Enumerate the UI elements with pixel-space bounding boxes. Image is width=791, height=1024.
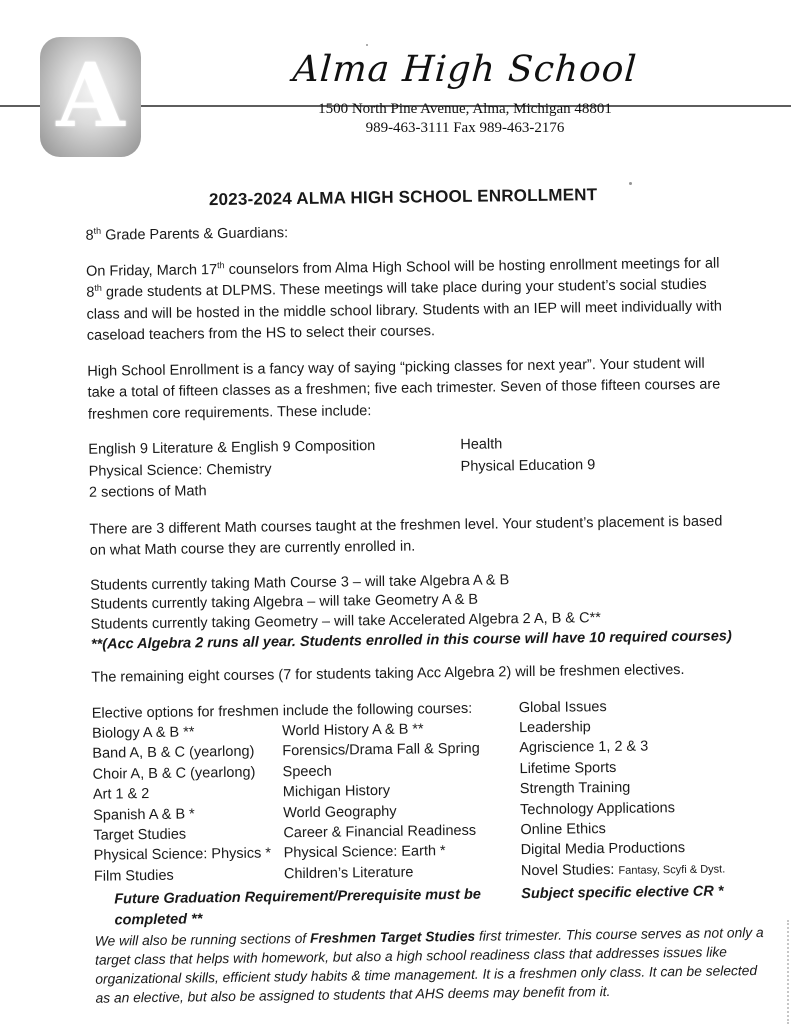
- target-studies-emphasis: Freshmen Target Studies: [309, 928, 476, 946]
- school-logo: [40, 37, 141, 157]
- math-placement-item: Students currently taking Math Course 3 – will take Algebra A & B: [90, 571, 510, 594]
- novel-studies-genres: Fantasy, Scyfi & Dyst.: [618, 863, 726, 877]
- electives-lead-in: Elective options for freshmen include the following courses:: [91, 700, 473, 722]
- footnote-prerequisite: Future Graduation Requirement/Prerequisite must be completed **: [114, 886, 481, 929]
- document-title: 2023-2024 ALMA HIGH SCHOOL ENROLLMENT: [208, 185, 598, 210]
- school-logo-letter: A: [56, 43, 125, 147]
- course-item: 2 sections of Math: [88, 483, 207, 501]
- letterhead: [0, 0, 791, 170]
- salutation-text: 8: [85, 227, 94, 244]
- date-ordinal: th: [216, 259, 225, 270]
- paragraph-target-studies: [95, 923, 768, 1008]
- salutation: [85, 217, 721, 247]
- paragraph-text: first trimester. This course serves as not only a target class that helps with homework, but also a high school readiness class that addresses issues like organizational skills, efficient study habits & time management. It is a freshmen only class. It can be selected as an elective, but also be assigned to students that AHS deems may benefit from it.: [94, 924, 764, 1006]
- salutation-text: Grade Parents & Guardians:: [101, 225, 289, 244]
- scan-edge-artifact: [787, 920, 789, 1024]
- math-placement-list: [90, 568, 732, 655]
- course-item: Health: [460, 436, 503, 453]
- footnote-subject-elective: Subject specific elective CR *: [521, 883, 724, 903]
- core-courses-list: [88, 431, 725, 504]
- elective-item: Technology Applications: [520, 799, 675, 818]
- paragraph-text: counselors from Alma High School will be hosting enrollment meetings for all 8: [86, 255, 720, 301]
- elective-item: Leadership: [518, 719, 591, 737]
- scan-speck: [629, 182, 632, 185]
- acc-algebra-note: **(Acc Algebra 2 runs all year. Students enrolled in this course will have 10 required courses): [90, 628, 732, 653]
- salutation-ordinal: th: [93, 225, 102, 236]
- core-courses-col2: [460, 431, 725, 499]
- course-item: English 9 Literature & English 9 Composition: [88, 438, 376, 458]
- course-item: Physical Science: Chemistry: [88, 460, 272, 480]
- scan-speck: [366, 44, 368, 46]
- letter-body: [0, 183, 791, 1009]
- school-phone-fax: 989-463-3111 Fax 989-463-2176: [365, 120, 565, 137]
- elective-item: Target Studies: [93, 826, 187, 844]
- paragraph-text: grade students at DLPMS. These meetings will take place during your student’s social studies class and will be hosted in the middle school library. Students with an IEP will meet individually with caseload teachers from the HS to select their courses.: [86, 276, 723, 344]
- math-placement-item: Students currently taking Algebra – will take Geometry A & B: [90, 591, 479, 613]
- paragraph-math-placement: There are 3 different Math courses taught at the freshmen level. Your student’s placement is based on what Math course they are currently enrolled in.: [89, 512, 723, 559]
- elective-item: Physical Science: Earth *: [283, 843, 446, 862]
- paragraph-electives-intro: The remaining eight courses (7 for students taking Acc Algebra 2) will be freshmen electives.: [91, 661, 685, 686]
- elective-item: Online Ethics: [520, 820, 606, 839]
- elective-item: Biology A & B **: [91, 724, 195, 742]
- elective-item: Strength Training: [519, 779, 631, 798]
- elective-item: Physical Science: Physics *: [93, 845, 272, 865]
- paragraph-meetings: [86, 253, 723, 347]
- elective-item-novel-studies: [521, 858, 730, 882]
- elective-item: Career & Financial Readiness: [283, 822, 477, 842]
- elective-item: Lifetime Sports: [519, 759, 617, 777]
- math-placement-item: Students currently taking Geometry – will take Accelerated Algebra 2 A, B & C**: [90, 609, 601, 633]
- course-item: Physical Education 9: [460, 456, 596, 475]
- novel-studies-label: Novel Studies:: [520, 861, 619, 879]
- elective-item: World Geography: [283, 803, 397, 821]
- letterhead-text: [235, 48, 695, 138]
- elective-item: Choir A, B & C (yearlong): [92, 764, 256, 783]
- elective-item: Speech: [282, 763, 332, 780]
- elective-item: Digital Media Productions: [520, 840, 686, 859]
- elective-item: Spanish A & B *: [93, 805, 195, 824]
- paragraph-text: We will also be running sections of: [94, 930, 311, 949]
- elective-item: Children’s Literature: [283, 864, 414, 883]
- paragraph-enrollment-explainer: High School Enrollment is a fancy way of saying “picking classes for next year”. Your student will take a total of fifteen classes as a freshmen; five each trimester. Seven of those fifteen courses are freshmen core requirements. These include:: [87, 355, 721, 423]
- paragraph-text: On Friday, March 17: [85, 261, 218, 280]
- elective-item: Michigan History: [282, 782, 391, 801]
- elective-item: Agriscience 1, 2 & 3: [519, 738, 649, 757]
- school-address: 1500 North Pine Avenue, Alma, Michigan 48801: [318, 101, 612, 118]
- core-courses-col1: [88, 435, 461, 504]
- elective-item: Band A, B & C (yearlong): [92, 743, 255, 763]
- elective-item: Forensics/Drama Fall & Spring: [282, 740, 480, 760]
- electives-table: [92, 695, 731, 931]
- elective-item: Global Issues: [518, 698, 607, 716]
- grade-ordinal: th: [94, 282, 102, 293]
- school-name: Alma High School: [291, 49, 639, 90]
- elective-item: Film Studies: [93, 867, 174, 885]
- elective-item: World History A & B **: [281, 721, 424, 740]
- elective-item: Art 1 & 2: [92, 786, 150, 803]
